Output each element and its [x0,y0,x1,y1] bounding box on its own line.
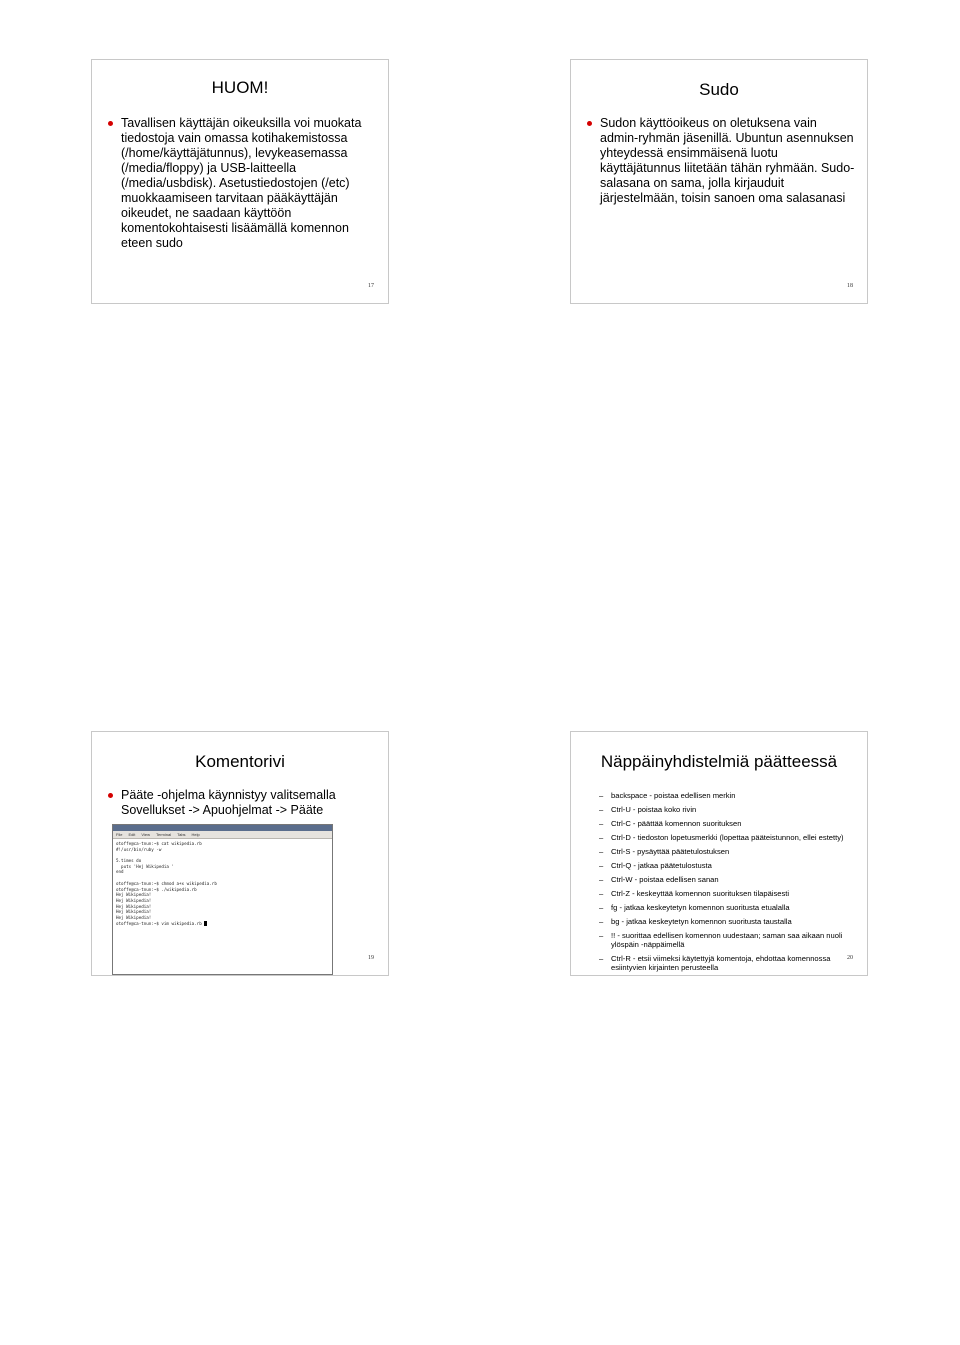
page-number: 17 [368,283,374,289]
terminal-menubar [113,831,332,839]
terminal-line: otoffe@ca-tnun:~$ chmod a+x wikipedia.rb [116,880,217,886]
list-item [599,917,857,926]
bullet-text: Pääte -ohjelma käynnistyy valitsemalla Sovellukset -> Apuohjelmat -> Pääte [121,788,336,817]
list-item [599,931,857,949]
terminal-line: Hej Wikipedia! [116,897,152,903]
list-item [599,889,857,898]
terminal-line: Hej Wikipedia! [116,892,152,898]
shortcut-text: Ctrl-C - päättää komennon suorituksen [611,819,742,828]
bullet-text: Tavallisen käyttäjän oikeuksilla voi muokata tiedostoja vain omassa kotihakemistossa (/home/käyttäjätunnus), levykeasemassa (/media/floppy) ja USB-laitteella (/media/usbdisk). Asetustiedostojen (/etc) muokkaamiseen tarvitaan pääkäyttäjän oikeudet, ne saadaan käyttöön komentokohtaisesti lisäämällä komennon eteen sudo [121,116,362,250]
terminal-line: Hej Wikipedia! [116,909,152,915]
dash-icon: – [599,805,604,814]
slide-19 [91,731,389,976]
terminal-prompt: otoffe@ca-tnun:~$ vim wikipedia.rb [116,920,205,926]
dash-icon: – [599,847,604,856]
dash-icon: – [599,833,604,842]
dash-icon: – [599,954,604,963]
dash-icon: – [599,903,604,912]
bullet-item [107,788,378,818]
shortcut-text: Ctrl-S - pysäyttää päätetulostuksen [611,847,730,856]
list-item [599,861,857,870]
dash-icon: – [599,861,604,870]
page-number: 20 [847,955,853,961]
shortcut-text: bg - jatkaa keskeytetyn komennon suoritusta taustalla [611,917,792,926]
terminal-line: otoffe@ca-tnun:~$ ./wikipedia.rb [116,886,197,892]
terminal-output [113,839,332,928]
shortcut-text: Ctrl-Z - keskeyttää komennon suorituksen tilapäisesti [611,889,790,898]
bullet-list [107,116,378,251]
list-item [599,819,857,828]
dash-icon: – [599,791,604,800]
bullet-list [586,116,857,206]
shortcut-text: Ctrl-Q - jatkaa päätetulostusta [611,861,712,870]
shortcut-text: Ctrl-R - etsii viimeksi käytettyjä komentoja, ehdottaa komennossa esiintyvien kirjainten perusteella [611,954,831,972]
terminal-screenshot [112,824,333,975]
list-item [599,833,857,842]
terminal-menu-item: Edit [128,832,136,837]
terminal-line: puts 'Hej Wikipedia ' [116,863,174,869]
bullet-icon [108,121,113,126]
shortcut-text: fg - jatkaa keskeytetyn komennon suoritusta etualalla [611,903,790,912]
list-item [599,903,857,912]
list-item [599,847,857,856]
shortcut-text: Ctrl-D - tiedoston lopetusmerkki (lopettaa pääteistunnon, ellei estetty) [611,833,844,842]
dash-icon: – [599,917,604,926]
list-item [599,791,857,800]
terminal-line: Hej Wikipedia! [116,914,152,920]
dash-icon: – [599,819,604,828]
terminal-line: end [116,869,124,875]
terminal-line: Hej Wikipedia! [116,903,152,909]
bullet-text: Sudon käyttöoikeus on oletuksena vain admin-ryhmän jäsenillä. Ubuntun asennuksen yhteydessä ensimmäisenä luotu käyttäjätunnus liitetään tähän ryhmään. Sudo-salasana on sama, jolla kirjauduit järjestelmään, toisin sanoen oma salasanasi [600,116,855,205]
page-number: 19 [368,955,374,961]
slide-20 [570,731,868,976]
terminal-menu-item: Help [191,832,200,837]
shortcut-text: backspace - poistaa edellisen merkin [611,791,736,800]
terminal-line: #!/usr/bin/ruby -w [116,846,162,852]
dash-icon: – [599,931,604,940]
slide-18 [570,59,868,304]
shortcut-list [599,791,857,977]
list-item [599,875,857,884]
bullet-item [107,116,378,251]
cursor-icon [204,921,207,926]
bullet-icon [587,121,592,126]
list-item [599,954,857,972]
page-number: 18 [847,283,853,289]
slide-17 [91,59,389,304]
dash-icon: – [599,889,604,898]
slide-title: HUOM! [211,78,269,97]
terminal-menu-item: Terminal [155,832,172,837]
bullet-icon [108,793,113,798]
bullet-list [107,788,378,818]
shortcut-text: !! - suorittaa edellisen komennon uudestaan; saman saa aikaan nuoli ylöspäin -näppäimellä [611,931,843,949]
bullet-item [586,116,857,206]
terminal-menu-item: View [141,832,150,837]
terminal-line: 5.times do [116,858,142,864]
slide-title: Näppäinyhdistelmiä päätteessä [600,752,838,771]
terminal-prompt-line [116,921,329,927]
terminal-menu-item: Tabs [177,832,186,837]
shortcut-text: Ctrl-W - poistaa edellisen sanan [611,875,719,884]
slide-title: Sudo [699,80,739,99]
list-item [599,805,857,814]
terminal-line: otoffe@ca-tnun:~$ cat wikipedia.rb [116,841,202,846]
shortcut-text: Ctrl-U - poistaa koko rivin [611,805,697,814]
slide-title: Komentorivi [195,752,285,771]
terminal-menu-item: File [116,832,123,837]
dash-icon: – [599,875,604,884]
